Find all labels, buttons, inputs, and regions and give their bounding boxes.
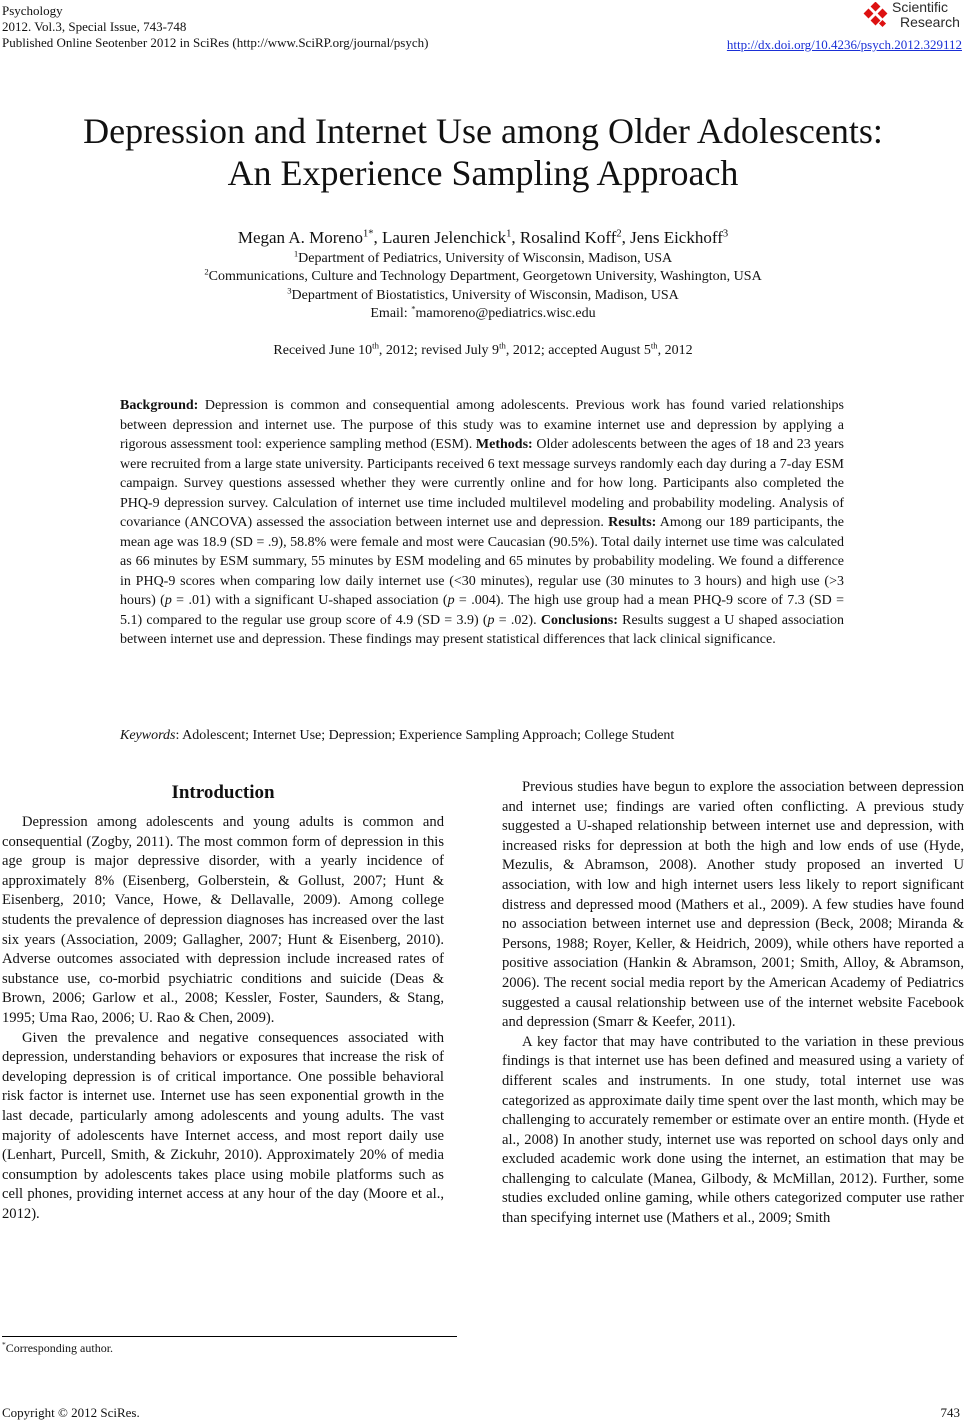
article-title (0, 110, 966, 194)
email-sup: * (411, 303, 416, 314)
logo-diamonds-icon (862, 2, 892, 32)
abstract (120, 396, 844, 650)
author-name: Megan A. Moreno (237, 228, 363, 247)
date-sup: th (650, 340, 658, 351)
journal-volume: 2012. Vol.3, Special Issue, 743-748 (2, 19, 187, 34)
logo-line-1: Scientific (892, 0, 949, 15)
paragraph: A key factor that may have contributed to the variation in these previous findings is that internet use has been defined and measured using a variety of different scales and instruments. In one study, total internet use was categorized as approximate daily time spent over the last month, which may be challenging to accurately remember or estimate over an entire month. (Hyde et al., 2008) In another study, internet use was reported on school days only and excluded academic work done using the internet, an estimation that may be challenging to calculate (Manea, Gilbody, & McMillan, 2012). Further, some studies excluded online gaming, while others categorized computer use rather than specifying internet use (Mathers et al., 2009; Smith (502, 1033, 964, 1227)
accepted-text: , 2012; accepted August 5 (505, 343, 651, 358)
email-line (0, 304, 966, 323)
footnote-sup: * (2, 1340, 6, 1349)
methods-text: Older adolescents between the ages of 18 and 23 years were recruited from a large state university. Participants received 6 text message surveys randomly each day during a 7-day ESM campaign. Survey questions assessed whether they were currently online and for how long. Participants also completed the PHQ-9 depression survey. Calculation of internet use time included multilevel modeling and probability modeling. Analysis of covariance (ANCOVA) assessed the association between internet use and depression. (120, 437, 844, 530)
author-list: Megan A. Moreno$^{1*}$, Lauren Jelenchick$^1$, Rosalind Koff$^2$, Jens Eickhoff$^3$ (237, 228, 729, 247)
results-text: = .004). The high use group had a mean PHQ-9 score of 7.3 (SD = 5.1) compared to the regular use group score of 4.9 (SD = 3.9) ( (120, 593, 844, 628)
title-line-1: Depression and Internet Use among Older Adolescents: (83, 111, 883, 151)
affiliation-text: Department of Biostatistics, University of Wisconsin, Madison, USA (291, 288, 679, 303)
author-sup: 1 (506, 228, 512, 240)
affiliation-sup: 3 (287, 285, 292, 296)
running-header (2, 3, 428, 51)
email-label: Email: (370, 306, 412, 321)
affiliation-sup: 1 (293, 248, 299, 259)
author-sup: 1* (362, 228, 374, 240)
affiliation-text: Communications, Culture and Technology Department, Georgetown University, Washington, USA (208, 269, 762, 284)
conclusions-text: Results suggest a U shaped association between internet use and depression. These findings may present statistical differences that lack clinical significance. (120, 612, 845, 647)
author-name: Jens Eickhoff (630, 228, 723, 247)
date-sup: th (499, 340, 506, 351)
right-column (502, 778, 964, 1229)
year-text: , 2012 (657, 343, 693, 358)
keywords (120, 728, 674, 744)
p-value-symbol: p (164, 593, 172, 608)
p-value-symbol: p (487, 612, 495, 628)
footnote-divider (2, 1336, 457, 1337)
email-address[interactable]: mamoreno@pediatrics.wisc.edu (415, 306, 596, 321)
keywords-text: : Adolescent; Internet Use; Depression; Experience Sampling Approach; College Student (175, 728, 675, 743)
publisher-logo (862, 0, 962, 34)
methods-label: Methods: (475, 437, 533, 452)
background-label: Background: (120, 398, 199, 413)
title-line-2: An Experience Sampling Approach (227, 153, 739, 193)
conclusions-label: Conclusions: (540, 612, 618, 628)
p-value-symbol: p (447, 593, 455, 608)
author-name: Lauren Jelenchick (382, 228, 507, 247)
revised-text: , 2012; revised July 9 (378, 343, 500, 358)
copyright: Copyright © 2012 SciRes. (2, 1405, 140, 1420)
author-sup: 2 (616, 228, 622, 240)
results-label: Results: (608, 515, 657, 530)
affiliation (0, 249, 966, 268)
published-online: Published Online Seotenber 2012 in SciRes (http://www.SciRP.org/journal/psych) (2, 35, 429, 50)
footnote (2, 1341, 113, 1356)
affiliation (0, 267, 966, 286)
paragraph: Given the prevalence and negative consequences associated with depression, understanding behaviors or exposures that increase the risk of developing depression is of critical importance. One possible behavioral risk factor is internet use. Internet use has seen exponential growth in the last decade, particularly among adolescents and young adults. The vast majority of adolescents have Internet access, and most report daily use (Lenhart, Purcell, Smith, & Zickuhr, 2010). Approximately 20% of media consumption by adolescents takes place using mobile platforms such as cell phones, providing internet access at any hour of the day (Moore et al., 2012). (2, 1029, 444, 1222)
section-heading-introduction: Introduction (171, 782, 275, 803)
background-text: Depression is common and consequential among adolescents. Previous work has found varied relationships between depression and internet use. The purpose of this study was to examine internet use and depression by applying a rigorous assessment tool: experience sampling method (ESM). (120, 398, 844, 452)
affiliation-sup: 2 (204, 266, 209, 277)
keywords-label: Keywords (120, 728, 176, 743)
paragraph: Depression among adolescents and young adults is common and consequential (Zogby, 2011). The most common form of depression in this age group is major depressive disorder, with a yearly incidence of approximately 8% (Eisenberg, Golberstein, & Gollust, 2007; Hunt & Eisenberg, 2010; Vance, Howe, & Dellavalle, 2009). Among college students the prevalence of depression diagnoses has increased over the last six years (Association, 2009; Gallagher, 2007; Hunt & Eisenberg, 2010). Adverse outcomes associated with depression include increased rates of substance use, co-morbid psychiatric conditions and suicide (Deas & Brown, 2006; Garlow et al., 2008; Kessler, Foster, Saunders, & Stang, 1995; Uma Rao, 2006; U. Rao & Chen, 2009). (2, 814, 444, 1026)
doi-link[interactable]: http://dx.doi.org/10.4236/psych.2012.329112 (726, 37, 962, 52)
affiliation (0, 286, 966, 305)
date-sup: th (372, 340, 379, 351)
journal-name: Psychology (2, 3, 63, 18)
received-text: Received June 10 (273, 343, 373, 358)
logo-line-2: Research (900, 14, 960, 30)
results-text: = .02). (494, 612, 541, 628)
author-name: Rosalind Koff (519, 228, 617, 247)
paragraph: Previous studies have begun to explore the association between depression and internet use; findings are varied often conflicting. A previous study suggested a U-shaped relationship between internet use and depression, with increased risks for depression at both the high and low ends of use (Hyde, Mezulis, & Abramson, 2008). Another study proposed an inverted U association, with low and high internet users less likely to report significant distress and depressed mood (Mathers et al., 2009). A few studies have found no association between internet use and depression (Beck, 2008; Miranda & Persons, 1988; Royer, Keller, & Heidrich, 2009), while others have reported a positive association (Hankin & Abramson, 2001; Smith, Alloy, & Abramson, 2006). The recent social media report by the American Academy of Pediatrics suggested a causal relationship between use of the internet website Facebook and depression (Smarr & Keefer, 2011). (502, 779, 964, 1031)
results-text: = .01) with a significant U-shaped association ( (171, 593, 448, 608)
footnote-text: Corresponding author. (5, 1341, 114, 1355)
received-dates (0, 340, 966, 359)
results-text: Among our 189 participants, the mean age was 18.9 (SD = .9), 58.8% were female and most were Caucasian (90.5%). Total daily internet use time was calculated as 66 minutes by ESM summary, 55 minutes by ESM modeling and 65 minutes by probability modeling. We found a difference in PHQ-9 scores when comparing low daily internet use (<30 minutes), regular use (30 minutes to 3 hours) and high use (>3 hours) ( (120, 515, 844, 608)
author-sup: 3 (722, 228, 729, 240)
left-column (2, 781, 444, 1224)
affiliation-text: Department of Pediatrics, University of Wisconsin, Madison, USA (298, 251, 673, 266)
page-number: 743 (940, 1405, 960, 1420)
